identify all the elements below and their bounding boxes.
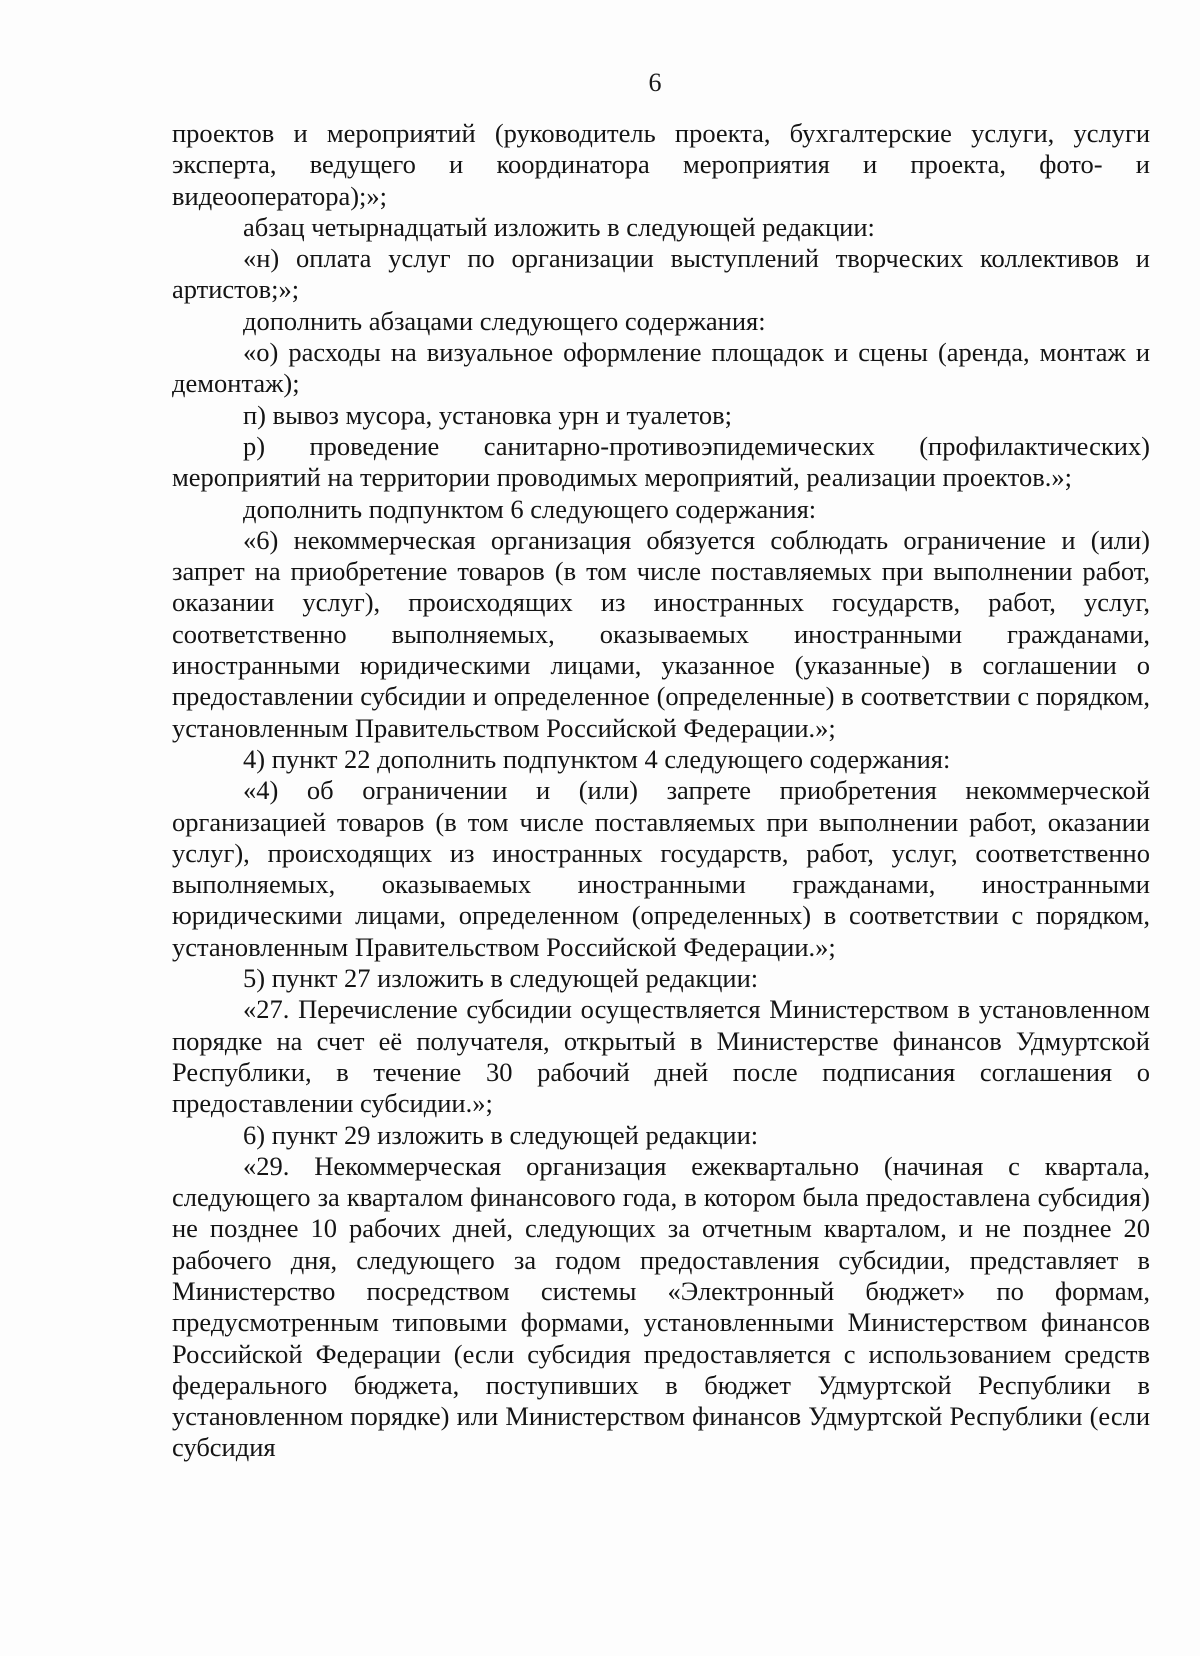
paragraph-11: «4) об ограничении и (или) запрете приобретения некоммерческой организацией товаров (в том числе поставляемых при выполнении работ, оказании услуг), происходящих из иностранных государств, работ, услуг, соответственно выполняемых, оказываемых иностранными гражданами, иностранными юридическими лицами, определенном (определенных) в соответствии с порядком, установленным Правительством Российской Федерации.»; [172, 775, 1150, 962]
paragraph-1: проектов и мероприятий (руководитель проекта, бухгалтерские услуги, услуги эксперта, ведущего и координатора мероприятия и проекта, фото- и видеооператора);»; [172, 118, 1150, 211]
paragraph-5: «о) расходы на визуальное оформление площадок и сцены (аренда, монтаж и демонтаж); [172, 337, 1150, 399]
paragraph-6: п) вывоз мусора, установка урн и туалетов; [243, 399, 732, 430]
document-body [172, 118, 1150, 1464]
paragraph-3: «н) оплата услуг по организации выступлений творческих коллективов и артистов;»; [172, 243, 1150, 305]
page-number: 6 [648, 68, 662, 97]
paragraph-2: абзац четырнадцатый изложить в следующей редакции: [243, 211, 875, 242]
paragraph-8: дополнить подпунктом 6 следующего содержания: [243, 493, 817, 524]
paragraph-13: «27. Перечисление субсидии осуществляется Министерством в установленном порядке на счет её получателя, открытый в Министерстве финансов Удмуртской Республики, в течение 30 рабочий дней после подписания соглашения о предоставлении субсидии.»; [172, 994, 1150, 1119]
paragraph-12: 5) пункт 27 изложить в следующей редакции: [243, 963, 759, 994]
paragraph-7: р) проведение санитарно-противоэпидемических (профилактических) мероприятий на территории проводимых мероприятий, реализации проектов.»; [172, 430, 1150, 493]
paragraph-15: «29. Некоммерческая организация ежеквартально (начиная с квартала, следующего за кварталом финансового года, в котором была предоставлена субсидия) не позднее 10 рабочих дней, следующих за отчетным кварталом, и не позднее 20 рабочего дня, следующего за годом предоставления субсидии, представляет в Министерство посредством системы «Электронный бюджет» по формам, предусмотренным типовыми формами, установленными Министерством финансов Российской Федерации (если субсидия предоставляется с использованием средств федерального бюджета, поступивших в бюджет Удмуртской Республики в установленном порядке) или Министерством финансов Удмуртской Республики (если субсидия [172, 1150, 1150, 1463]
paragraph-14: 6) пункт 29 изложить в следующей редакции: [243, 1119, 759, 1150]
paragraph-4: дополнить абзацами следующего содержания: [243, 305, 766, 336]
paragraph-10: 4) пункт 22 дополнить подпунктом 4 следующего содержания: [243, 743, 951, 774]
paragraph-9: «6) некоммерческая организация обязуется соблюдать ограничение и (или) запрет на приобретение товаров (в том числе поставляемых при выполнении работ, оказании услуг), происходящих из иностранных государств, работ, услуг, соответственно выполняемых, оказываемых иностранными гражданами, иностранными юридическими лицами, указанное (указанные) в соглашении о предоставлении субсидии и определенное (определенные) в соответствии с порядком, установленным Правительством Российской Федерации.»; [172, 524, 1150, 743]
